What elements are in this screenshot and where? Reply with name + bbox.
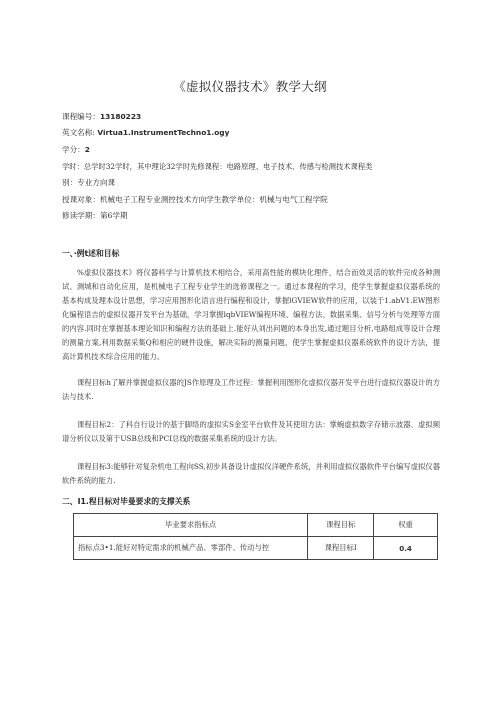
header-graduation-requirement: 毕业要求指标点 bbox=[74, 514, 308, 537]
support-relation-table bbox=[73, 513, 438, 560]
credit-label: 学分： bbox=[62, 145, 85, 154]
overview-text: %虚拟仪器技术》将仪器科学与计算机技术相结合，采用高性能的模块化理件，结合而效灵活的软件完成各种测试、测城和自动化应用，是机械电子工程专业学生的选修课程之一。通过本课程的学习，使学生掌握虚拟仪器系统的基本构成及理本设计思想，学习应用图形化语言进行编程和设计，掌握lGVIEW软件的应用，以装于1.abV1.EW图形化编程语吉的虚拟仪器开发平台为基础，学习掌握lqbVIEW编程环境、编程方法、数据采集、信号分析与处理等方面的内容.同时在掌握基本理论知识和编程方法的基础上.能好从刘出问题的本身出发,通过题目分析,电路组成等设计合理的测量方案,利用数据采集Q和相应的硬件设施，解决实际的测量问题，使学生掌握虚拟仪器系统软件的设计方法，提高计算机技术综合应用的能力。 bbox=[62, 268, 440, 361]
credit-line bbox=[62, 145, 442, 155]
course-objective-2 bbox=[62, 418, 440, 446]
semester-line: 修读学期：第6学期 bbox=[62, 211, 128, 220]
cell-course-objective: 课程目标I bbox=[308, 537, 374, 560]
course-code-label: 课程编号： bbox=[62, 112, 100, 121]
objective-2-text: 课程目标2：了科自行设计的基于脚络的虚拟实S金室平台软件及其使用方法：掌蜿虚拟数字存储示波器、虚拟频谱分析仪以及第于USB总线和PCI总线的数据采集系统的设计方法。 bbox=[62, 420, 440, 443]
section1-heading: 一、·例t述和目标 bbox=[62, 249, 120, 258]
objective-1-text: 课程目标h了解并掌握虚拟仪器的JS作原理及工作过程：掌握利用图形化虚拟仪器开发平台进行虚拟仪器设计的方法与技术. bbox=[62, 378, 440, 401]
audience-line: 授课对象：机械电子工程专业测控技术方向学生教学单位：机械与电气工程学院 bbox=[62, 195, 328, 204]
english-name-line bbox=[62, 128, 442, 138]
category-line: 别：专业方向课 bbox=[62, 178, 116, 187]
course-objective-1 bbox=[62, 376, 440, 404]
english-name-value: Virtua1.InstrumentTechno1.ogy bbox=[97, 128, 230, 137]
cell-indicator: 指标点3•1.能好对特定需求的机械产品、零部件、传动与控 bbox=[74, 537, 308, 560]
table-row bbox=[74, 537, 438, 560]
hours-line: 学时：总学时32学时，其中理论32学时先修课程：电路原理、电子技术、传感与检测技术课程类 bbox=[62, 162, 373, 171]
course-code-line bbox=[62, 112, 442, 122]
header-course-objective: 课程目标 bbox=[308, 514, 374, 537]
english-name-label: 英文名称: bbox=[62, 128, 95, 137]
objective-3-text: 课程目标3:能够针对复杂机电工程向SS,初步具备设计虚拟仪洋硬件系统，并利用虚拟仪器软件平台编写虚拟仪器软件系统的能力. bbox=[62, 462, 440, 485]
section2-heading: 二、I1.程目标对毕曼要求的支撑关系 bbox=[62, 497, 191, 506]
table-header-row bbox=[74, 514, 438, 537]
document-title: 《虚拟仪器技术》教学大纲 bbox=[173, 79, 327, 94]
cell-weight: 0.4 bbox=[374, 537, 438, 560]
course-objective-3 bbox=[62, 460, 440, 488]
header-weight: 权重 bbox=[374, 514, 438, 537]
credit-value: 2 bbox=[84, 145, 90, 154]
course-code-value: 13180223 bbox=[99, 112, 142, 121]
section1-paragraph-overview bbox=[62, 266, 440, 364]
